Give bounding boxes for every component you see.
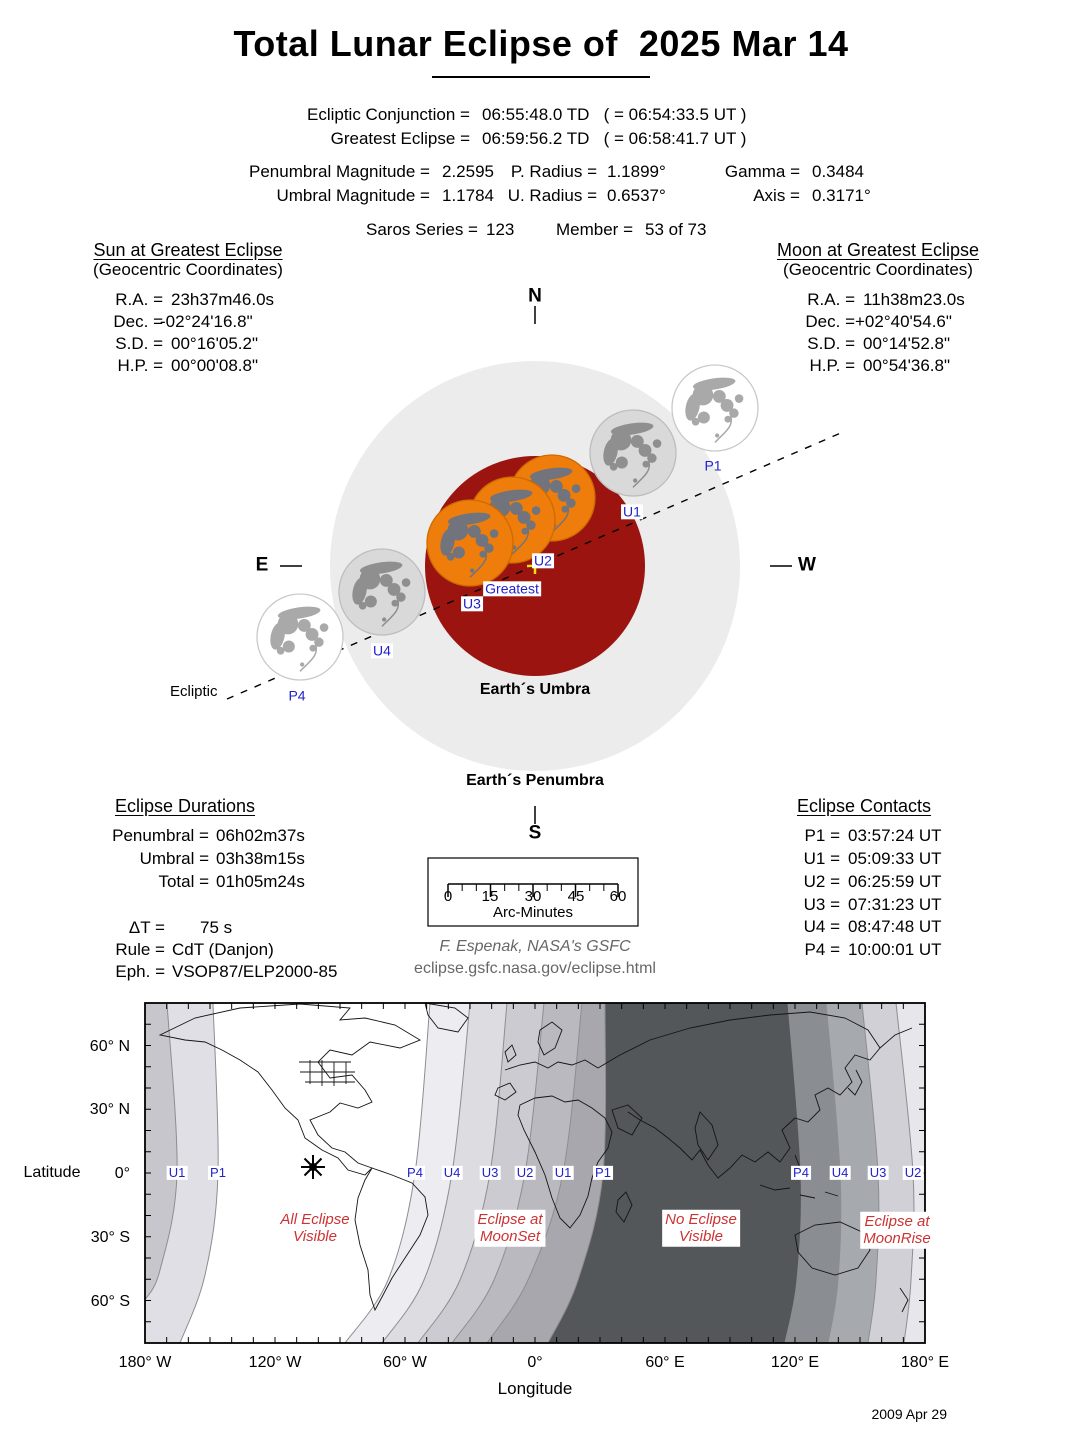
- contact-label-greatest: Greatest: [485, 580, 539, 597]
- map-curve-label-u3-c: U3: [869, 1164, 887, 1180]
- moon-dec-value: +02°40'54.6": [855, 312, 952, 331]
- lon-tick-60e: 60° E: [645, 1354, 685, 1371]
- map-curve-label-u1-a: U1: [168, 1164, 186, 1180]
- zone-text-line: MoonSet: [479, 1228, 541, 1245]
- lon-tick-0: 0°: [527, 1354, 543, 1371]
- rule-value: CdT (Danjon): [172, 940, 274, 959]
- compass-east-label: E: [255, 554, 269, 576]
- contact-u3-time-value: 07:31:23 UT: [848, 895, 942, 914]
- moon-sd-label: S.D. =: [807, 334, 855, 353]
- sun-sd-label: S.D. =: [115, 334, 163, 353]
- map-curve-label-p4-b: P4: [407, 1164, 423, 1180]
- page-title: Total Lunar Eclipse of 2025 Mar 14: [233, 23, 849, 64]
- delta-t-value: 75 s: [200, 918, 233, 937]
- zone-text-line: Visible: [679, 1228, 723, 1245]
- contact-label-p1: P1: [704, 457, 722, 474]
- sun-dec-label: Dec. =: [113, 312, 163, 331]
- rule-label: Rule =: [115, 940, 165, 959]
- sun-hp-label: H.P. =: [117, 356, 163, 375]
- sun-dec-value: -02°24'16.8": [160, 312, 253, 331]
- contact-u4-time-label: U4 =: [803, 917, 840, 936]
- contact-p4-time-value: 10:00:01 UT: [848, 940, 942, 959]
- map-curve-label-u4-c: U4: [831, 1164, 849, 1180]
- saros-series-label: Saros Series =: [366, 220, 478, 239]
- axis-label: Axis =: [753, 186, 800, 205]
- contact-p1-time-value: 03:57:24 UT: [848, 826, 942, 845]
- ephemeris-label: Eph. =: [115, 962, 165, 981]
- axis-value: 0.3171°: [812, 186, 871, 205]
- gamma-label: Gamma =: [724, 162, 800, 181]
- contact-u1-time-label: U1 =: [803, 849, 840, 868]
- map-curve-label-u1-b: U1: [554, 1164, 572, 1180]
- zone-text-line: Visible: [293, 1228, 337, 1245]
- lat-tick-30s: 30° S: [90, 1229, 130, 1246]
- zone-text-line: MoonRise: [863, 1230, 931, 1247]
- lon-tick-120e: 120° E: [770, 1354, 820, 1371]
- lat-tick-0: 0°: [114, 1165, 130, 1182]
- moon-dec-label: Dec. =: [805, 312, 855, 331]
- u-radius-label: U. Radius =: [507, 186, 597, 205]
- moon-block-heading: Moon at Greatest Eclipse: [776, 240, 980, 260]
- map-curve-label-u2-b: U2: [516, 1164, 534, 1180]
- sun-ra-value: 23h37m46.0s: [171, 290, 275, 309]
- compass-south-label: S: [528, 822, 542, 844]
- lat-tick-30n: 30° N: [89, 1101, 130, 1118]
- zone-eclipse-at-moonset: [474, 1210, 545, 1247]
- sun-ra-label: R.A. =: [115, 290, 163, 309]
- moon-hp-value: 00°54'36.8": [863, 356, 950, 375]
- zone-no-eclipse-visible: [662, 1210, 740, 1247]
- ecliptic-label: Ecliptic: [170, 683, 218, 700]
- compass-north-label: N: [528, 285, 542, 307]
- saros-member-value: 53 of 73: [645, 220, 707, 239]
- earths-umbra-label: Earth´s Umbra: [479, 681, 591, 699]
- duration-total-value: 01h05m24s: [216, 872, 305, 891]
- lon-tick-120w: 120° W: [248, 1354, 302, 1371]
- moon-zenith-star-icon: [301, 1155, 325, 1179]
- ephemeris-value: VSOP87/ELP2000-85: [172, 962, 338, 981]
- gamma-value: 0.3484: [812, 162, 864, 181]
- zone-eclipse-at-moonrise: [860, 1212, 934, 1249]
- greatest-eclipse-value: 06:59:56.2 TD ( = 06:58:41.7 UT ): [482, 129, 747, 148]
- map-curve-label-p1-a: P1: [210, 1164, 226, 1180]
- scale-tick-0: 0: [443, 887, 453, 905]
- zone-text-line: Eclipse at: [477, 1210, 543, 1228]
- title-underline: [432, 76, 650, 78]
- moon-hp-label: H.P. =: [809, 356, 855, 375]
- moon-ra-value: 11h38m23.0s: [863, 290, 965, 309]
- figure-date: 2009 Apr 29: [871, 1406, 947, 1422]
- moon-ra-label: R.A. =: [807, 290, 855, 309]
- sun-block-subheading: (Geocentric Coordinates): [93, 260, 283, 279]
- umbral-magnitude-value: 1.1784: [442, 186, 494, 205]
- moon-at-u4: [339, 549, 425, 635]
- contact-label-u2: U2: [534, 552, 552, 569]
- scale-tick-60: 60: [609, 887, 627, 905]
- sun-hp-value: 00°00'08.8": [171, 356, 258, 375]
- zone-text-line: Eclipse at: [864, 1212, 930, 1230]
- contact-label-p4: P4: [288, 687, 306, 704]
- sun-sd-value: 00°16'05.2": [171, 334, 258, 353]
- contact-u1-time-value: 05:09:33 UT: [848, 849, 942, 868]
- contact-label-u1: U1: [623, 503, 641, 520]
- scale-tick-15: 15: [481, 887, 499, 905]
- penumbral-magnitude-label: Penumbral Magnitude =: [249, 162, 430, 181]
- contact-u2-time-label: U2 =: [803, 872, 840, 891]
- compass-west-label: W: [798, 554, 816, 576]
- p-radius-label: P. Radius =: [510, 162, 597, 181]
- duration-penumbral-value: 06h02m37s: [216, 826, 305, 845]
- moon-block-subheading: (Geocentric Coordinates): [783, 260, 973, 279]
- umbral-magnitude-label: Umbral Magnitude =: [276, 186, 430, 205]
- earths-penumbra-label: Earth´s Penumbra: [466, 772, 604, 790]
- zone-text-line: All Eclipse: [280, 1210, 350, 1228]
- sun-block-heading: Sun at Greatest Eclipse: [93, 240, 283, 260]
- duration-total-label: Total =: [158, 872, 209, 891]
- moon-at-p1: [672, 365, 758, 451]
- penumbral-magnitude-value: 2.2595: [442, 162, 494, 181]
- scale-caption: Arc-Minutes: [492, 903, 574, 921]
- conjunction-value: 06:55:48.0 TD ( = 06:54:33.5 UT ): [482, 105, 747, 124]
- zone-all-eclipse-visible: [280, 1211, 349, 1246]
- contact-u4-time-value: 08:47:48 UT: [848, 917, 942, 936]
- lat-tick-60n: 60° N: [89, 1038, 130, 1055]
- author-credit: F. Espenak, NASA's GSFC: [439, 938, 631, 956]
- eclipse-durations-heading: Eclipse Durations: [114, 796, 256, 816]
- greatest-eclipse-label: Greatest Eclipse =: [330, 129, 470, 148]
- saros-member-label: Member =: [556, 220, 633, 239]
- lon-tick-180w: 180° W: [118, 1354, 172, 1371]
- map-curve-label-p1-b: P1: [595, 1164, 611, 1180]
- contact-p1-time-label: P1 =: [804, 826, 840, 845]
- map-curve-label-u3-b: U3: [481, 1164, 499, 1180]
- longitude-axis-title: Longitude: [497, 1379, 573, 1398]
- website-url: eclipse.gsfc.nasa.gov/eclipse.html: [414, 960, 656, 978]
- zone-text-line: No Eclipse: [665, 1210, 737, 1228]
- lat-tick-60s: 60° S: [90, 1293, 130, 1310]
- duration-umbral-label: Umbral =: [139, 849, 209, 868]
- delta-t-label: ΔT =: [128, 918, 165, 937]
- u-radius-value: 0.6537°: [607, 186, 666, 205]
- contact-p4-time-label: P4 =: [804, 940, 840, 959]
- scale-tick-30: 30: [524, 887, 542, 905]
- conjunction-label: Ecliptic Conjunction =: [306, 105, 470, 124]
- moon-at-u1: [590, 410, 676, 496]
- moon-sd-value: 00°14'52.8": [863, 334, 950, 353]
- latitude-axis-title: Latitude: [23, 1164, 81, 1182]
- lon-tick-60w: 60° W: [383, 1354, 427, 1371]
- contact-u3-time-label: U3 =: [803, 895, 840, 914]
- contact-label-u4: U4: [373, 642, 391, 659]
- lon-tick-180e: 180° E: [900, 1354, 950, 1371]
- moon-at-p4: [257, 594, 343, 680]
- scale-tick-45: 45: [567, 887, 585, 905]
- map-curve-label-u2-c: U2: [904, 1164, 922, 1180]
- contact-u2-time-value: 06:25:59 UT: [848, 872, 942, 891]
- map-curve-label-p4-c: P4: [793, 1164, 809, 1180]
- contact-label-u3: U3: [463, 595, 481, 612]
- saros-series-value: 123: [486, 220, 515, 239]
- moon-at-u3: [427, 500, 513, 586]
- eclipse-contacts-heading: Eclipse Contacts: [796, 796, 932, 816]
- map-curve-label-u4-b: U4: [443, 1164, 461, 1180]
- duration-umbral-value: 03h38m15s: [216, 849, 305, 868]
- p-radius-value: 1.1899°: [607, 162, 666, 181]
- duration-penumbral-label: Penumbral =: [112, 826, 209, 845]
